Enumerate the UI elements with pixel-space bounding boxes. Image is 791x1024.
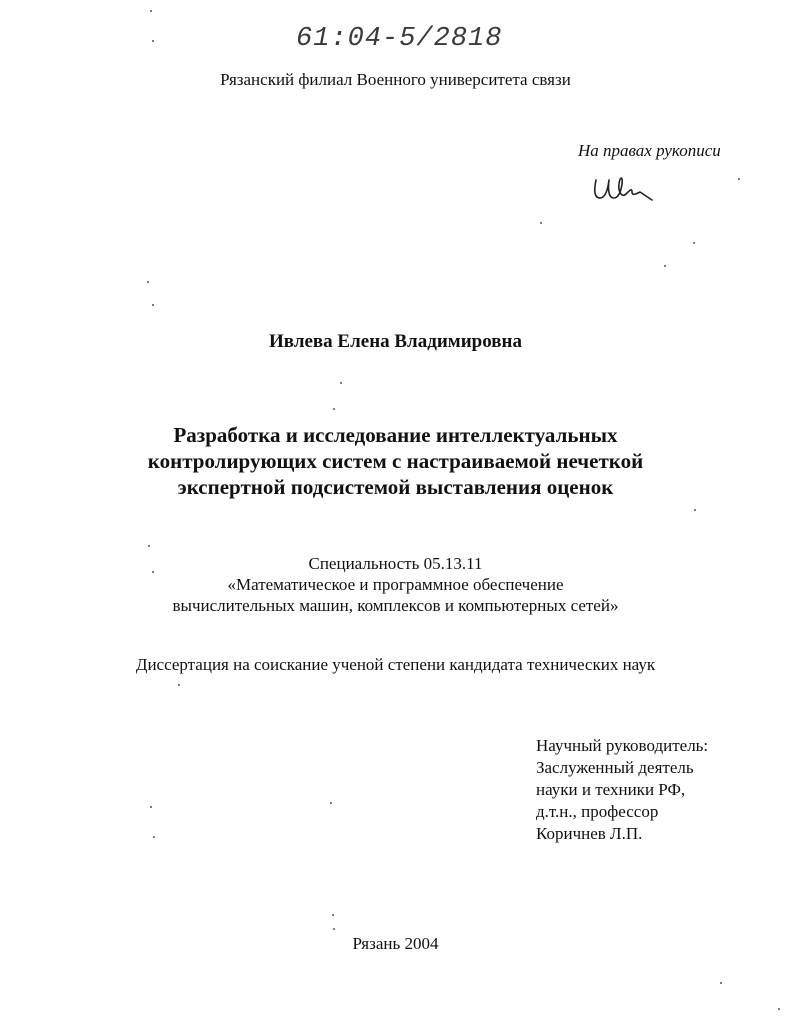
scan-speck [333,408,335,410]
scan-speck [153,836,155,838]
supervisor-block [536,735,708,845]
signature-icon [588,170,658,210]
specialty-code: Специальность 05.13.11 [308,554,483,573]
manuscript-rights-note: На правах рукописи [578,141,721,160]
scan-speck [152,40,154,42]
scan-speck [152,304,154,306]
city-year: Рязань 2004 [352,934,439,953]
supervisor-line: науки и техники РФ, [536,780,686,799]
title-line: контролирующих систем с настраиваемой нечеткой [147,449,644,473]
scan-speck [148,545,150,547]
supervisor-line: Коричнев Л.П. [536,824,643,843]
author-name: Ивлева Елена Владимировна [269,331,522,352]
scan-speck [330,802,332,804]
scan-speck [693,242,695,244]
supervisor-line: Заслуженный деятель [536,758,694,777]
supervisor-line: д.т.н., профессор [536,802,659,821]
degree-statement: Диссертация на соискание ученой степени кандидата технических наук [135,655,656,674]
scan-speck [694,509,696,511]
scan-speck [778,1008,780,1010]
title-line: экспертной подсистемой выставления оценок [177,475,614,499]
specialty-line: «Математическое и программное обеспечение [227,575,564,594]
scan-speck [738,178,740,180]
scan-speck [540,222,542,224]
scan-speck [340,382,342,384]
specialty-line: вычислительных машин, комплексов и компьютерных сетей» [172,596,619,615]
title-line: Разработка и исследование интеллектуальных [173,423,618,447]
scan-speck [333,928,335,930]
scan-speck [150,806,152,808]
scan-speck [664,265,666,267]
scan-speck [150,10,152,12]
supervisor-line: Научный руководитель: [536,736,709,755]
scan-speck [178,684,180,686]
scan-speck [720,982,722,984]
scan-speck [332,914,334,916]
archive-stamp-number: 61:04-5/2818 [296,24,503,54]
specialty-block [0,553,791,616]
scan-speck [152,571,154,573]
scan-speck [147,281,149,283]
dissertation-title [0,422,791,500]
institution-name: Рязанский филиал Военного университета связи [220,70,571,89]
